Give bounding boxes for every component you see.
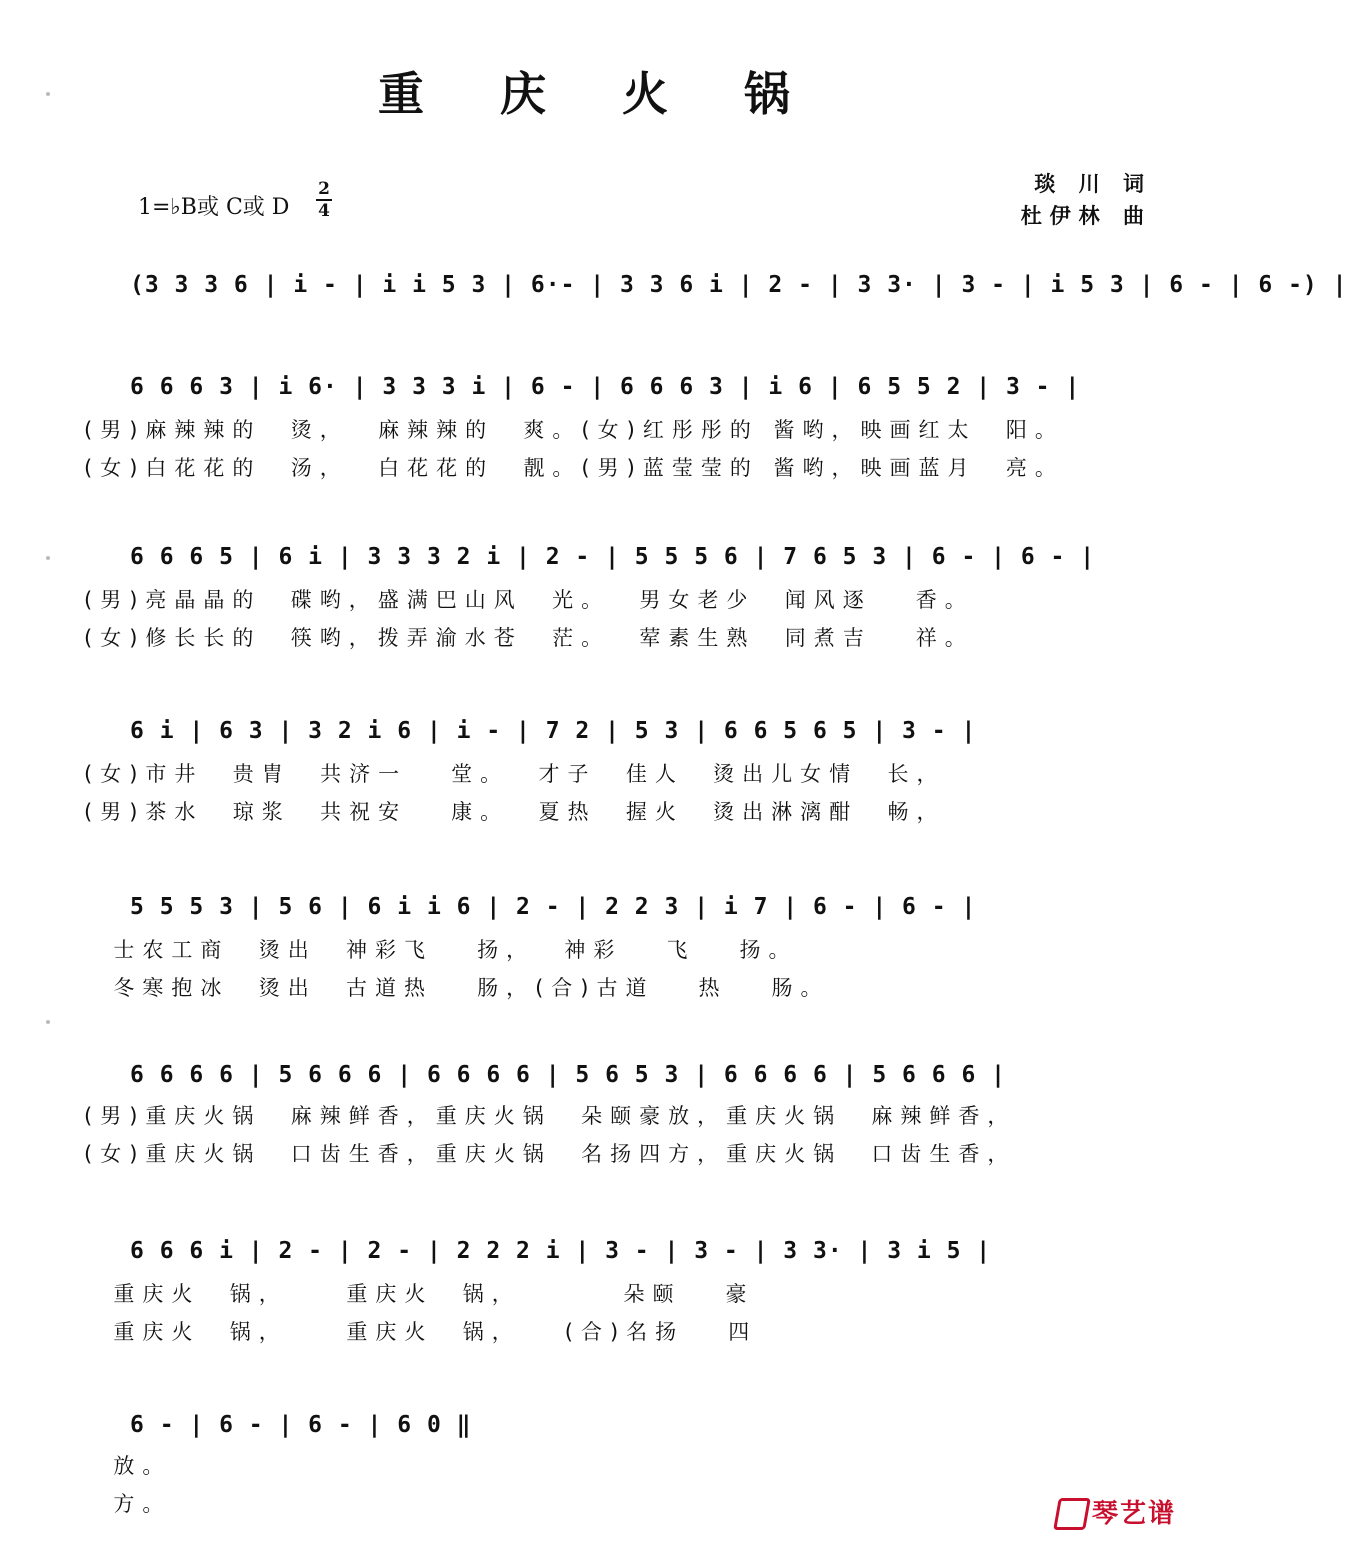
logo-icon <box>1053 1498 1091 1530</box>
composer-credit: 杜伊林 曲 <box>1020 204 1152 228</box>
notation-system-8: 6 - | 6 - | 6 - | 6 0 ‖ <box>130 1412 472 1438</box>
notation-system-6: 6 6 6 6 | 5 6 6 6 | 6 6 6 6 | 5 6 5 3 | 6 6 6 6 | 5 6 6 6 | <box>130 1062 1006 1088</box>
notation-system-2: 6 6 6 3 | i 6· | 3 3 3 i | 6 - | 6 6 6 3 | i 6 | 6 5 5 2 | 3 - | <box>130 374 1081 400</box>
lyric-line-8a: 放。 <box>84 1454 172 1478</box>
lyric-line-2a: (男)麻辣辣的 烫， 麻辣辣的 爽。(女)红彤彤的 酱哟，映画红太 阳。 <box>84 418 1064 442</box>
song-title: 重 庆 火 锅 <box>377 67 821 121</box>
notation-system-7: 6 6 6 i | 2 - | 2 - | 2 2 2 i | 3 - | 3 - | 3 3· | 3 i 5 | <box>130 1238 992 1264</box>
lyric-line-7a: 重庆火 锅， 重庆火 锅， 朵颐 豪 <box>84 1282 755 1306</box>
lyric-line-7b: 重庆火 锅， 重庆火 锅， (合)名扬 四 <box>84 1320 758 1344</box>
scan-dot <box>46 1020 50 1024</box>
lyric-line-6b: (女)重庆火锅 口齿生香，重庆火锅 名扬四方，重庆火锅 口齿生香， <box>84 1142 1017 1166</box>
lyric-line-2b: (女)白花花的 汤， 白花花的 靓。(男)蓝莹莹的 酱哟，映画蓝月 亮。 <box>84 456 1064 480</box>
lyric-line-6a: (男)重庆火锅 麻辣鲜香，重庆火锅 朵颐豪放，重庆火锅 麻辣鲜香， <box>84 1104 1017 1128</box>
notation-system-1: (3 3 3 6 | i - | i i 5 3 | 6·- | 3 3 6 i | 2 - | 3 3· | 3 - | i 5 3 | 6 - | 6 -) | <box>130 272 1347 298</box>
notation-system-3: 6 6 6 5 | 6 i | 3 3 3 2 i | 2 - | 5 5 5 6 | 7 6 5 3 | 6 - | 6 - | <box>130 544 1096 570</box>
lyric-line-3a: (男)亮晶晶的 碟哟，盛满巴山风 光。 男女老少 闻风逐 香。 <box>84 588 974 612</box>
notation-system-4: 6 i | 6 3 | 3 2 i 6 | i - | 7 2 | 5 3 | 6 6 5 6 5 | 3 - | <box>130 718 977 744</box>
lyric-line-3b: (女)修长长的 筷哟，拨弄渝水苍 茫。 荤素生熟 同煮吉 祥。 <box>84 626 974 650</box>
time-signature <box>316 180 332 220</box>
lyric-line-4a: (女)市井 贵胄 共济一 堂。 才子 佳人 烫出儿女情 长， <box>84 762 946 786</box>
time-signature-bottom: 4 <box>318 201 330 221</box>
lyric-line-5a: 士农工商 烫出 神彩飞 扬， 神彩 飞 扬。 <box>84 938 798 962</box>
notation-system-5: 5 5 5 3 | 5 6 | 6 i i 6 | 2 - | 2 2 3 | i 7 | 6 - | 6 - | <box>130 894 977 920</box>
key-signature: 1=♭B或 C或 D <box>138 195 290 220</box>
lyric-line-5b: 冬寒抱冰 烫出 古道热 肠，(合)古道 热 肠。 <box>84 976 830 1000</box>
time-signature-top: 2 <box>318 179 330 199</box>
logo-text: 琴艺谱 <box>1091 1498 1176 1529</box>
scan-dot <box>46 556 50 560</box>
site-logo[interactable] <box>1056 1493 1176 1531</box>
lyric-line-4b: (男)茶水 琼浆 共祝安 康。 夏热 握火 烫出淋漓酣 畅， <box>84 800 946 824</box>
lyricist-credit: 琰 川 词 <box>1034 172 1152 196</box>
lyric-line-8b: 方。 <box>84 1492 172 1516</box>
